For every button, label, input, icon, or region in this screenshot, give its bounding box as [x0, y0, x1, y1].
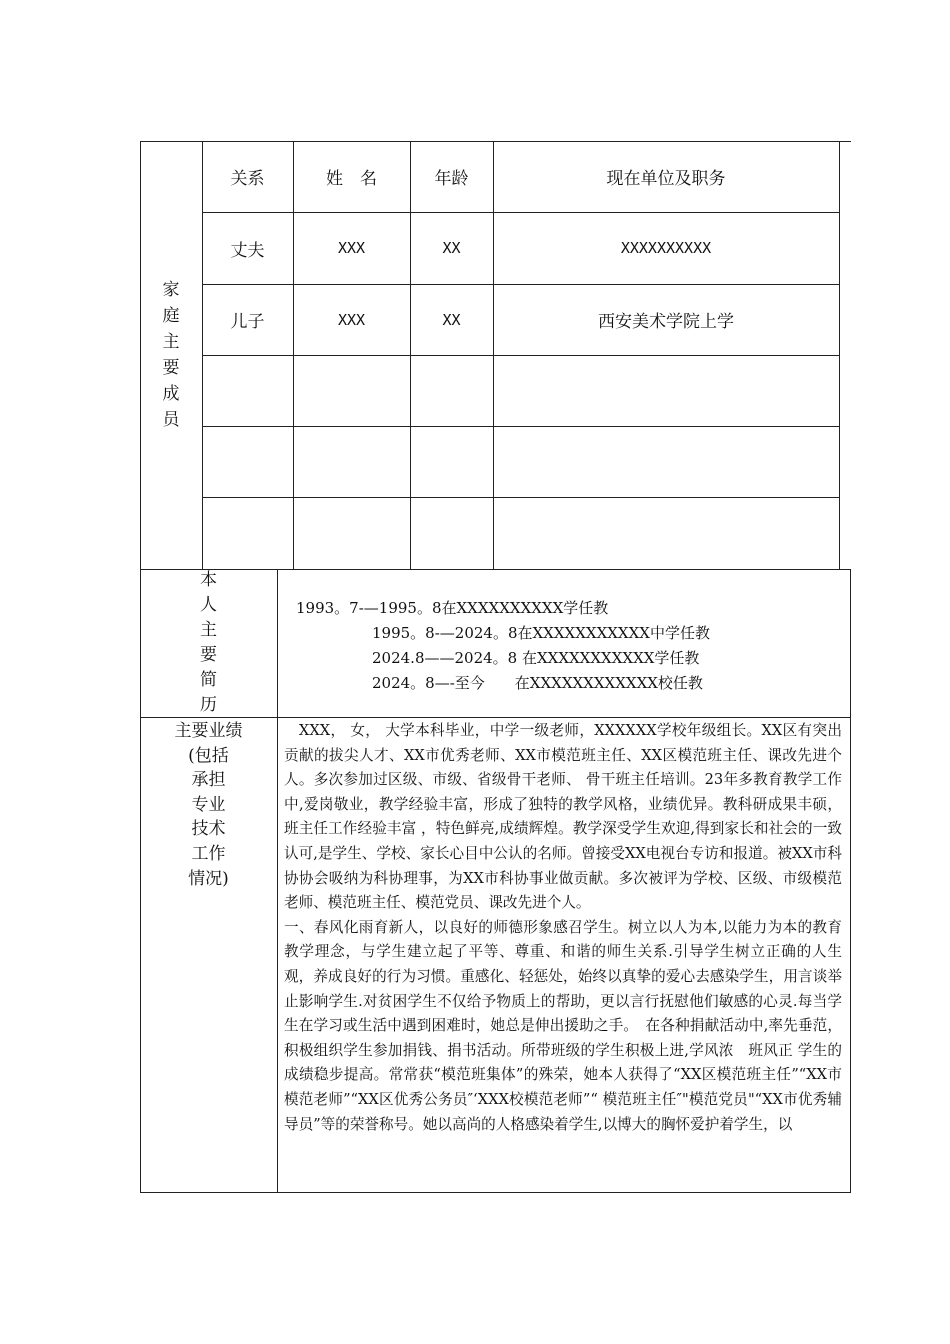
resume-label-char: 历 [200, 695, 217, 715]
resume-label-char: 主 [200, 620, 217, 640]
resume-label-char: 人 [200, 595, 217, 615]
family-label-char: 庭 [162, 306, 180, 326]
resume-entry: 1993。7-—1995。8在XXXXXXXXXX学任教 [296, 599, 609, 617]
header-name: 姓 名 [326, 169, 377, 189]
resume-entry: 2024.8——2024。8 在XXXXXXXXXXX学任教 [372, 649, 700, 667]
family-label-char: 员 [162, 410, 180, 430]
row-2-unit: 西安美术学院上学 [598, 312, 734, 332]
family-label-char: 主 [162, 332, 180, 352]
resume-entry: 1995。8-—2024。8在XXXXXXXXXXX中学任教 [372, 624, 710, 642]
row-2-relation: 儿子 [230, 312, 265, 332]
header-age: 年龄 [434, 169, 469, 189]
resume-label-char: 简 [200, 670, 217, 690]
resume-entry: 2024。8—-至今 在XXXXXXXXXXXX校任教 [372, 674, 703, 692]
achievements-label-line: 主要业绩 [174, 721, 243, 741]
row-5-relation [202, 497, 293, 569]
achievements-paragraph: 一、春风化雨育新人，以良好的师德形象感召学生。树立以人为本,以能力为本的教育教学理念，与学生建立起了平等、尊重、和谐的师生关系.引导学生树立正确的人生观，养成良好的行为习惯。重感化、轻惩处，始终以真挚的爱心去感染学生，用言谈举止影响学生.对贫困学生不仅给予物质上的帮助，更以言行抚慰他们敏感的心灵.每当学生在学习或生活中遇到困难时，她总是伸出援助之手。 在各种捐献活动中,率先垂范，积极组织学生参加捐钱、捐书活动。所带班级的学生积极上进,学风浓 班风正 学生的成绩稳步提高。常常获“模范班集体”的殊荣，她本人获得了“XX区模范班主任”“XX市模范老师”“XX区优秀公务员″‘XXX校模范老师”“ 模范班主任″"模范党员"“XX市优秀辅导员”等的荣誉称号。她以高尚的人格感染着学生,以博大的胸怀爱护着学生，以 [284, 918, 842, 1133]
row-3-relation [202, 355, 293, 426]
achievements-label-line: 工作 [191, 843, 226, 864]
resume-label-char: 本 [200, 570, 217, 590]
family-label-char: 成 [162, 384, 180, 404]
row-2-name: XXX [337, 310, 366, 329]
achievements-section-label [140, 719, 277, 891]
achievements-label-line: 技术 [191, 819, 226, 840]
resume-section-label [140, 569, 277, 717]
row-1-name: XXX [337, 239, 366, 257]
resume-label-char: 要 [200, 645, 217, 665]
achievements-label-line: 专业 [191, 794, 226, 815]
row-1-relation: 丈夫 [230, 240, 265, 261]
header-unit: 现在单位及职务 [606, 169, 726, 189]
family-label-char: 家 [162, 280, 180, 300]
achievements-text [284, 719, 842, 1137]
family-section-label [140, 141, 202, 569]
row-2-age: XX [442, 310, 461, 329]
achievements-label-line: (包括 [188, 745, 229, 766]
row-4-relation [202, 426, 293, 497]
achievements-paragraph: XXX， 女， 大学本科毕业，中学一级老师，XXXXXX学校年级组长。XX区有突出贡献的拔尖人才、XX市优秀老师、XX市模范班主任、XX区模范班主任、课改先进个人。多次参加过区级、市级、省级骨干老师、 骨干班主任培训。23年多教育教学工作中,爱岗敬业，教学经验丰富，形成了独特的教学风格，业绩优异。教科研成果丰硕，班主任工作经验丰富 ，特色鲜亮,成绩辉煌。教学深受学生欢迎,得到家长和社会的一致认可,是学生、学校、家长心目中公认的名师。曾接受XX电视台专访和报道。被XX市科协协会吸纳为科协理事，为XX市科协事业做贡献。多次被评为学校、区级、市级模范老师、模范班主任、模范党员、课改先进个人。 [284, 722, 842, 912]
row-1-unit: XXXXXXXXXX [620, 239, 712, 257]
header-relation: 关系 [230, 169, 265, 189]
family-label-char: 要 [162, 358, 180, 378]
achievements-label-line: 承担 [191, 770, 226, 791]
row-1-age: XX [442, 239, 461, 257]
achievements-label-line: 情况) [188, 868, 229, 889]
